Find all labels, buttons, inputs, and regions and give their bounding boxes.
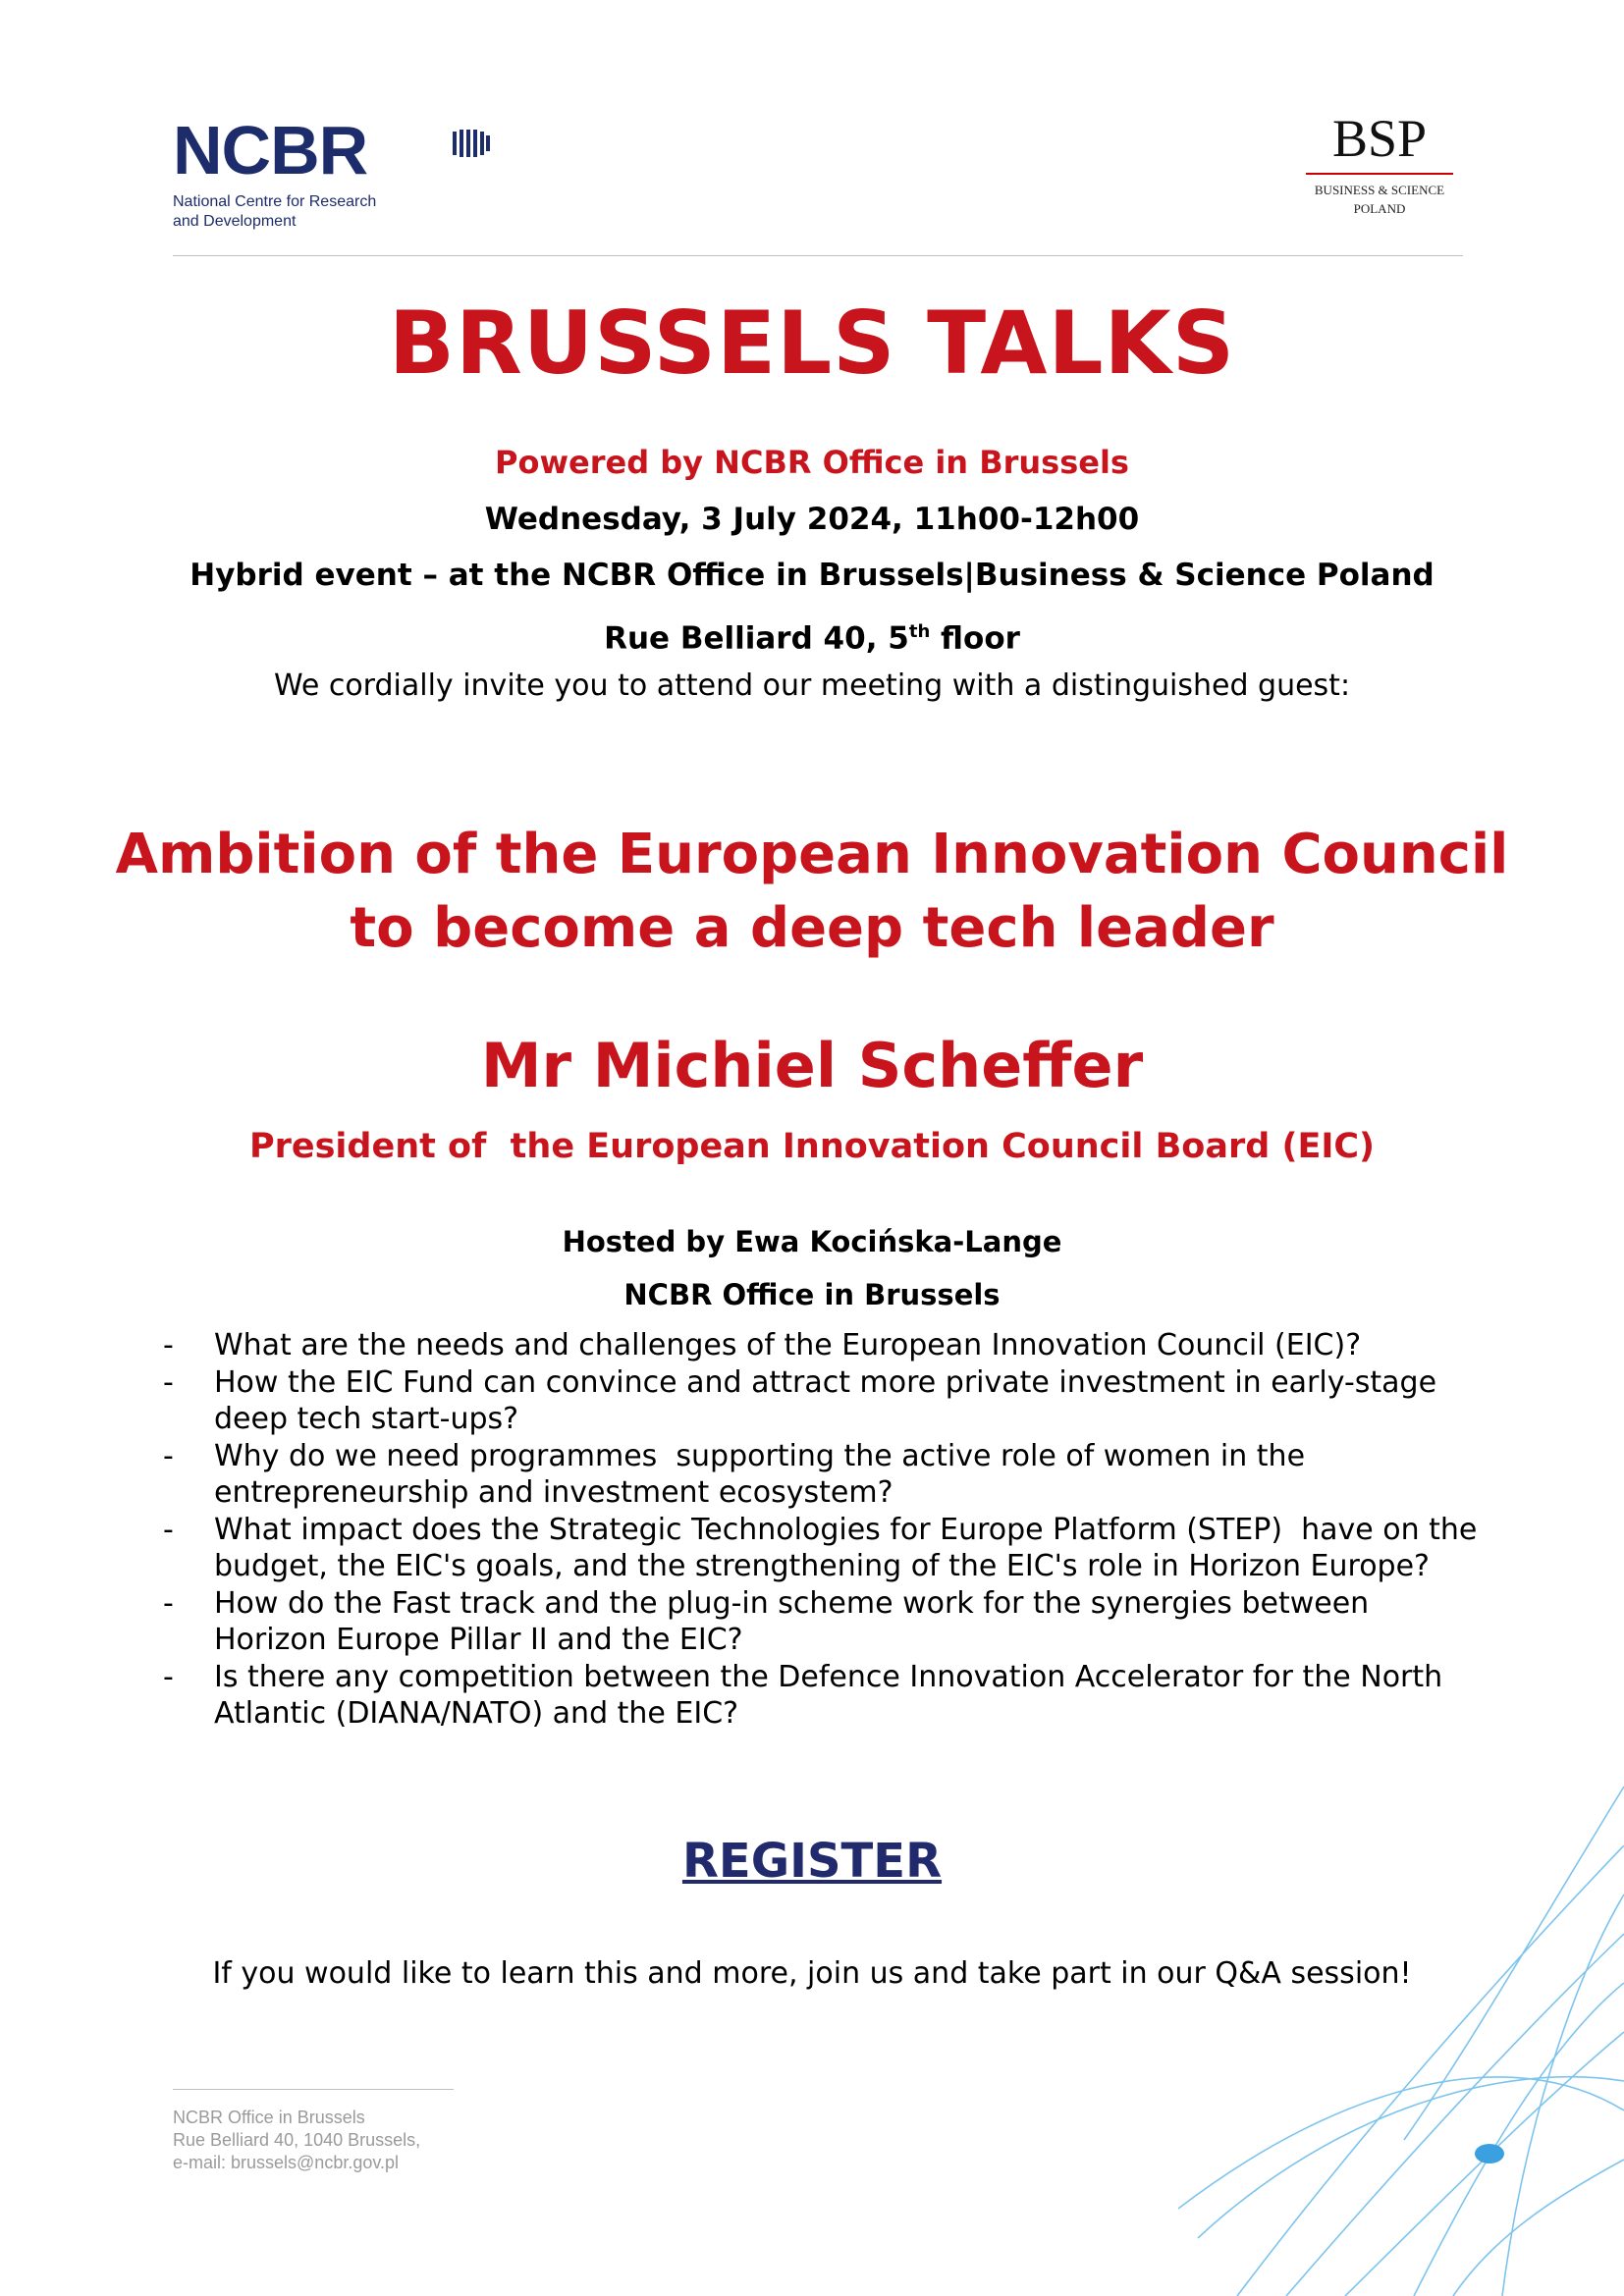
list-item	[163, 1438, 1479, 1512]
ncbr-logo	[173, 112, 377, 232]
ncbr-stripes-icon	[453, 130, 492, 157]
question-text: How the EIC Fund can convince and attract more private investment in early-stage deep tech start-ups?	[214, 1364, 1446, 1436]
talk-topic	[0, 818, 1624, 965]
question-text: What impact does the Strategic Technologies for Europe Platform (STEP) have on the budget, the EIC's goals, and the strengthening of the EIC's role in Horizon Europe?	[214, 1512, 1487, 1583]
address-tail: floor	[930, 620, 1020, 657]
closing-text: If you would like to learn this and more, join us and take part in our Q&A session!	[212, 1956, 1412, 1991]
event-title: BRUSSELS TALKS	[388, 293, 1236, 394]
list-bullet: -	[163, 1328, 174, 1362]
question-text: What are the needs and challenges of the European Innovation Council (EIC)?	[214, 1328, 1362, 1362]
address-main: Rue Belliard 40, 5	[604, 620, 909, 657]
question-text: Is there any competition between the Defence Innovation Accelerator for the North Atlantic (DIANA/NATO) and the EIC?	[214, 1659, 1452, 1731]
speaker-role: President of the European Innovation Council Board (EIC)	[248, 1127, 1376, 1166]
speaker-name: Mr Michiel Scheffer	[480, 1030, 1144, 1101]
event-date: Wednesday, 3 July 2024, 11h00-12h00	[484, 502, 1140, 537]
talk-topic-line1: Ambition of the European Innovation Council	[115, 823, 1509, 886]
list-item	[163, 1659, 1479, 1733]
question-text: How do the Fast track and the plug-in scheme work for the synergies between Horizon Europe Pillar II and the EIC?	[214, 1585, 1379, 1657]
address-ordinal: th	[908, 621, 931, 642]
footer-email: e-mail: brussels@ncbr.gov.pl	[173, 2153, 400, 2172]
event-address	[0, 613, 1624, 658]
bsp-mark: BSP	[1331, 109, 1428, 168]
footer-office: NCBR Office in Brussels	[173, 2108, 365, 2127]
list-bullet: -	[163, 1364, 174, 1400]
list-bullet: -	[163, 1438, 174, 1473]
footer-divider	[173, 2089, 454, 2090]
list-item	[163, 1585, 1479, 1659]
bsp-underline	[1306, 173, 1453, 175]
register-button[interactable]: REGISTER	[681, 1834, 943, 1889]
header-divider	[173, 255, 1463, 256]
ncbr-subtitle-line1: National Centre for Research	[173, 193, 377, 210]
ncbr-wordmark: NCBR	[173, 112, 368, 188]
talk-topic-line2: to become a deep tech leader	[350, 896, 1274, 960]
event-venue: Hybrid event – at the NCBR Office in Brussels|Business & Science Poland	[189, 558, 1435, 593]
bsp-logo	[1306, 110, 1453, 218]
question-text: Why do we need programmes supporting the active role of women in the entrepreneurship and investment ecosystem?	[214, 1438, 1315, 1510]
ncbr-subtitle	[173, 192, 376, 232]
bsp-subtitle	[1306, 181, 1453, 218]
host-office: NCBR Office in Brussels	[623, 1278, 1001, 1311]
hosted-by: Hosted by Ewa Kocińska-Lange	[562, 1225, 1062, 1258]
decorative-dot	[1475, 2144, 1504, 2163]
list-item	[163, 1364, 1479, 1438]
list-bullet: -	[163, 1512, 174, 1547]
bsp-subtitle-line2: POLAND	[1353, 201, 1406, 216]
powered-by: Powered by NCBR Office in Brussels	[495, 444, 1129, 481]
decorative-curves-graphic	[1178, 1787, 1624, 2296]
ncbr-subtitle-line2: and Development	[173, 213, 297, 230]
footer-address: Rue Belliard 40, 1040 Brussels,	[173, 2130, 421, 2150]
list-bullet: -	[163, 1659, 174, 1694]
list-bullet: -	[163, 1585, 174, 1621]
footer-contact	[173, 2107, 420, 2174]
questions-list	[163, 1327, 1487, 1733]
list-item	[163, 1512, 1487, 1585]
bsp-subtitle-line1: BUSINESS & SCIENCE	[1314, 183, 1445, 197]
list-item	[163, 1327, 1479, 1364]
invitation-text: We cordially invite you to attend our meeting with a distinguished guest:	[273, 668, 1351, 703]
